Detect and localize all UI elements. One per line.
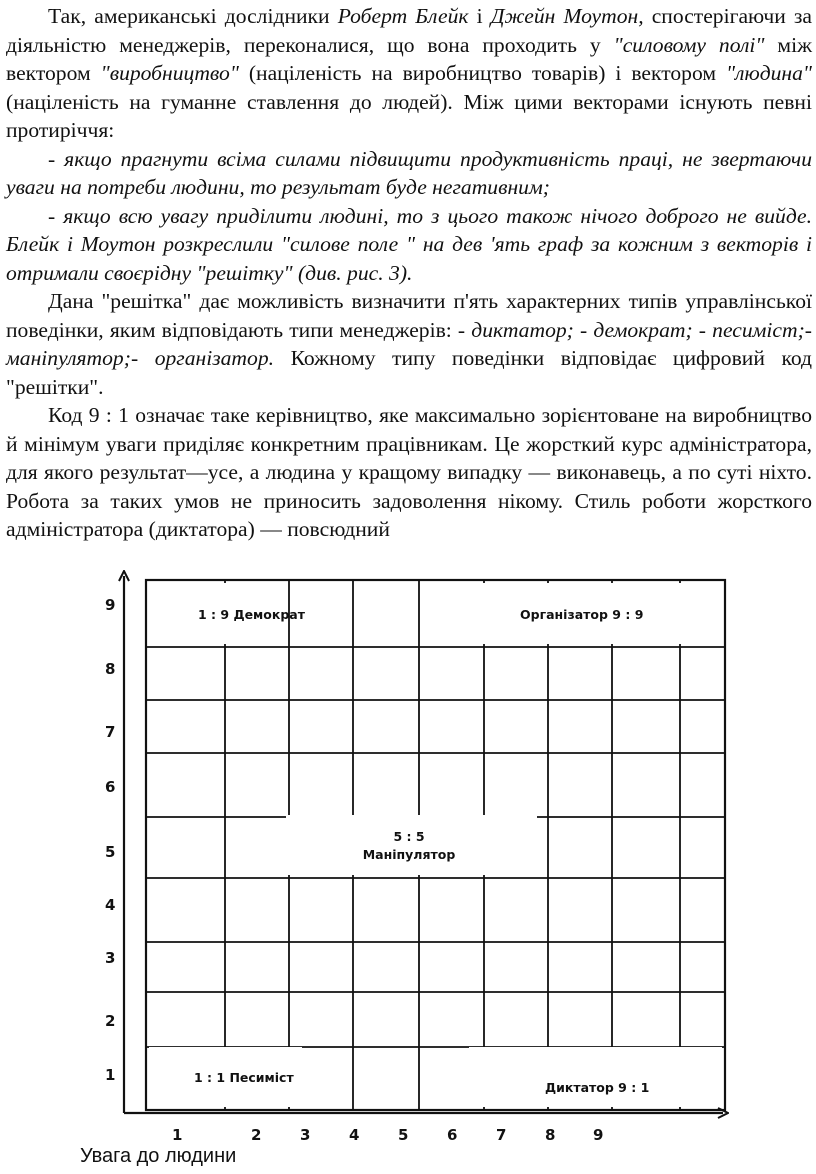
x-tick-1: 1	[172, 1126, 183, 1144]
text-segment: (націленість на виробництво товарів) і вектором	[238, 61, 726, 85]
label-democrat: 1 : 9 Демократ	[198, 607, 305, 622]
x-tick-8: 8	[545, 1126, 556, 1144]
text-segment: спостерігаючи за діяльністю менеджерів, переконалися, що вона проходить у	[6, 4, 812, 57]
label-organizer: Організатор 9 : 9	[520, 607, 644, 622]
text-segment: -	[804, 317, 812, 342]
y-tick-4: 4	[105, 896, 116, 914]
x-tick-5: 5	[398, 1126, 409, 1144]
text-segment: якщо прагнути всіма силами підвищити продуктивність праці, не звертаючи уваги на потреби людини, то результат буде негативним;	[6, 146, 812, 199]
paragraph-1	[6, 2, 812, 145]
text-segment: Так, американські дослідники	[48, 4, 338, 28]
y-tick-6: 6	[105, 778, 116, 796]
label-dictator: Диктатор 9 : 1	[545, 1080, 650, 1095]
text-segment: "виробництво"	[100, 61, 239, 85]
text-segment: Роберт Блейк	[337, 4, 469, 28]
article-text	[6, 2, 812, 544]
x-tick-7: 7	[496, 1126, 507, 1144]
paragraph-2	[6, 145, 812, 202]
x-axis-caption: Увага до людини	[80, 1145, 237, 1167]
text-segment: маніпулятор;	[6, 346, 131, 370]
x-tick-6: 6	[447, 1126, 458, 1144]
text-segment: песиміст;	[712, 317, 805, 342]
paragraph-4	[6, 287, 812, 401]
y-tick-9: 9	[105, 596, 116, 614]
label-manipulator-code: 5 : 5	[393, 829, 425, 844]
text-segment: Джейн Моутон,	[490, 4, 644, 28]
text-segment: "силовому полі"	[613, 32, 765, 57]
text-segment: -	[692, 317, 713, 342]
text-segment: "людина"	[725, 61, 812, 85]
text-segment: диктатор;	[471, 317, 574, 342]
paragraph-3	[6, 202, 812, 288]
text-segment: -	[48, 203, 64, 228]
y-tick-2: 2	[105, 1012, 116, 1030]
text-segment: Кожному типу поведінки відповідає цифровий код "решітки".	[6, 346, 813, 399]
y-tick-5: 5	[105, 843, 116, 861]
text-segment: і	[468, 4, 491, 28]
x-tick-2: 2	[251, 1126, 262, 1144]
x-tick-9: 9	[593, 1126, 604, 1144]
label-pessimist: 1 : 1 Песиміст	[194, 1070, 294, 1085]
text-segment: -	[573, 317, 594, 342]
y-tick-7: 7	[105, 723, 116, 741]
managerial-grid-figure	[80, 570, 816, 1170]
paragraph-5	[6, 401, 812, 544]
y-tick-3: 3	[105, 949, 116, 967]
text-segment: якщо всю увагу приділити людині, то з цього також нічого доброго не вийде. Блейк і Моутон розкреслили "силове поле " на дев 'ять граф за кожним з векторів і отримали своєрідну "решітку" (див. рис. 3).	[6, 203, 812, 285]
y-tick-1: 1	[105, 1066, 116, 1084]
text-segment: (націленість на гуманне ставлення до людей). Між цими векторами існують певні протиріччя:	[6, 89, 812, 142]
text-segment: демократ;	[593, 317, 693, 342]
text-segment: -	[130, 346, 155, 370]
managerial-grid	[80, 570, 816, 1170]
y-tick-8: 8	[105, 660, 116, 678]
text-segment: між вектором	[6, 32, 813, 85]
x-tick-4: 4	[349, 1126, 360, 1144]
label-manipulator: Маніпулятор	[362, 847, 456, 862]
x-tick-3: 3	[300, 1126, 311, 1144]
text-segment: організатор.	[154, 346, 275, 370]
text-segment: Дана "решітка" дає можливість визначити п'ять характерних типів управлінської поведінки, яким відповідають типи менеджерів: -	[6, 289, 812, 342]
text-segment: -	[48, 146, 65, 171]
text-segment: Код 9 : 1 означає таке керівництво, яке максимально зорієнтоване на виробництво й мінімум уваги приділяє конкретним працівникам. Це жорсткий курс адміністратора, для якого результат—усе, а людина у кращому випадку — виконавець, а по суті ніхто. Робота за таких умов не приносить задоволення нікому. Стиль роботи жорсткого адміністратора (диктатора) — повсюдний	[6, 403, 812, 541]
